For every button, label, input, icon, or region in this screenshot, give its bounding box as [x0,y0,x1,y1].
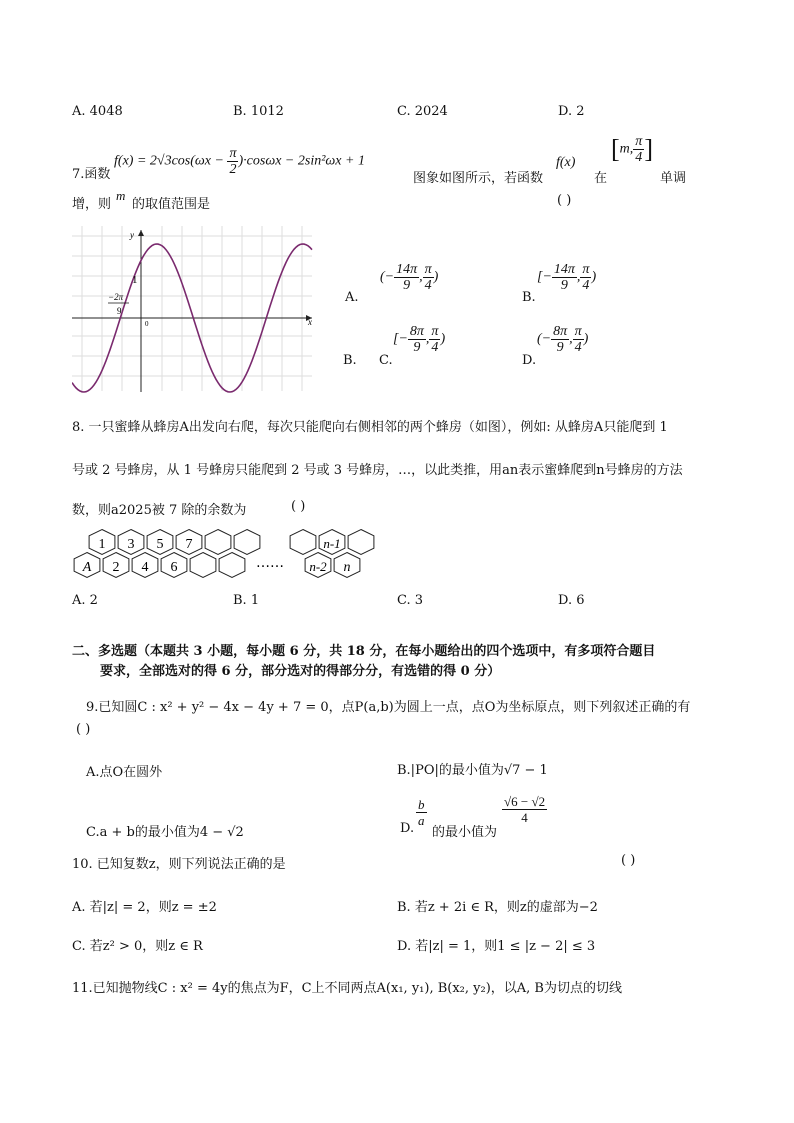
q7-text1: 图象如图所示，若函数 [413,171,544,186]
hex-cell [234,530,260,555]
q7-text2: 单调 [660,171,687,186]
q10-optB: B. 若z + 2i ∈ R，则z的虚部为−2 [397,900,598,915]
q9-optD-frac: $\frac{b}{a}$ [418,797,425,828]
hex-cell [190,553,216,578]
q7-number: 7.函数 [72,167,111,182]
hex-dots: …… [256,555,284,571]
q7-blank: ( ) [557,193,572,208]
q6-option-b: B. 1012 [233,104,284,119]
q7-fx: f(x) [556,155,576,170]
hex-cell [290,530,316,555]
q11-line1: 11.已知抛物线C : x² = 4y的焦点为F，C上不同两点A(x₁, y₁), B(x₂, y₂)，以A, B为切点的切线 [72,981,622,996]
q10-optA: A. 若|z| = 2，则z = ±2 [72,900,217,915]
q7-optA-label: A. [345,290,359,305]
hex-label-n-2: n-2 [309,559,327,574]
q7-line2b: 的取值范围是 [132,197,211,212]
q9-optD-prefix: D. [400,821,415,836]
q10-blank: ( ) [621,853,636,868]
q7-m: m [116,188,126,203]
q9-optB: B.|PO|的最小值为√7 − 1 [397,763,548,778]
hex-cell [348,530,374,555]
q6-option-a: A. 4048 [72,104,123,119]
hex-label-1: 1 [98,537,106,552]
q7-optC-expr: [− $\frac{8\pi}{9}$ , $\frac{\pi}{4}$ ) [393,324,446,355]
hex-label-3: 3 [127,537,135,552]
q7-optA-expr: (− $\frac{14\pi}{9}$ , $\frac{\pi}{4}$ ) [380,262,439,293]
q8-option-b: B. 1 [233,593,260,608]
q8-honeycomb [68,520,388,586]
q6-option-d: D. 2 [558,104,585,119]
graph-x-label: x [308,317,312,327]
hex-label-4: 4 [141,560,149,575]
q9-blank: ( ) [76,722,91,737]
hex-cell [205,530,231,555]
q7-interval: [m, $\frac{\pi}{4}$ ] [611,134,653,165]
q6-option-c: C. 2024 [397,104,448,119]
svg-text:9: 9 [117,306,122,316]
q7-optC-label: C. [379,353,393,368]
q7-optB-expr: [− $\frac{14\pi}{9}$ , $\frac{\pi}{4}$ ) [537,262,597,293]
q7-optB-label: B. [522,290,536,305]
q7-line2: 增，则 [72,197,112,212]
q9-line1: 9.已知圆C : x² + y² − 4x − 4y + 7 = 0，点P(a,b)为圆上一点，点O为坐标原点，则下列叙述正确的有 [86,700,691,715]
q8-option-c: C. 3 [397,593,424,608]
q7-zai: 在 [594,171,608,186]
section2-title1: 二、多选题（本题共 3 小题，每小题 6 分，共 18 分，在每小题给出的四个选项中，有多项符合题目 [72,644,656,659]
q8-line1: 8. 一只蜜蜂从蜂房A出发向右爬，每次只能爬向右侧相邻的两个蜂房（如图），例如: 从蜂房A只能爬到 1 [72,420,668,435]
hex-label-5: 5 [156,537,164,552]
q10-optD: D. 若|z| = 1，则1 ≤ |z − 2| ≤ 3 [397,939,596,954]
section2-title2: 要求，全部选对的得 6 分，部分选对的得部分分，有选错的得 0 分） [100,664,501,679]
q7-graph [72,226,317,394]
q7-optD-label: D. [522,353,537,368]
q10-line1: 10. 已知复数z，则下列说法正确的是 [72,857,286,872]
hex-cell [219,553,245,578]
hex-label-7: 7 [185,537,193,552]
hex-label-6: 6 [170,560,178,575]
q9-optA: A.点O在圆外 [86,765,163,780]
q9-optC: C.a + b的最小值为4 − √2 [86,825,244,840]
q8-option-a: A. 2 [72,593,98,608]
graph-tick-1: 1 [132,274,138,286]
hex-label-2: 2 [112,560,120,575]
q10-optC: C. 若z² > 0，则z ∈ R [72,939,203,954]
q8-blank: ( ) [291,499,306,514]
q8-option-d: D. 6 [558,593,585,608]
q9-optD-value: $\frac{√6 - √2}{4}$ [504,794,546,825]
svg-text:−2π: −2π [108,292,124,302]
hex-label-n: n [343,560,351,575]
q7-optC-prefix: B. [343,353,357,368]
q7-optD-expr: (− $\frac{8\pi}{9}$ , $\frac{\pi}{4}$ ) [537,324,589,355]
graph-y-label: y [130,230,134,240]
q8-line2: 号或 2 号蜂房，从 1 号蜂房只能爬到 2 号或 3 号蜂房，…，以此类推，用an表示蜜蜂爬到n号蜂房的方法 [72,463,683,478]
graph-origin: 0 [145,320,149,328]
hex-label-n-1: n-1 [323,536,341,551]
q9-optD-mid: 的最小值为 [432,825,498,840]
hex-label-a: A [82,560,92,575]
q7-formula: f(x) = 2√3cos(ωx − $\frac{\pi}{2}$ )·cosωx − 2sin²ωx + 1 [114,146,365,177]
q8-line3: 数，则a2025被 7 除的余数为 [72,503,247,518]
